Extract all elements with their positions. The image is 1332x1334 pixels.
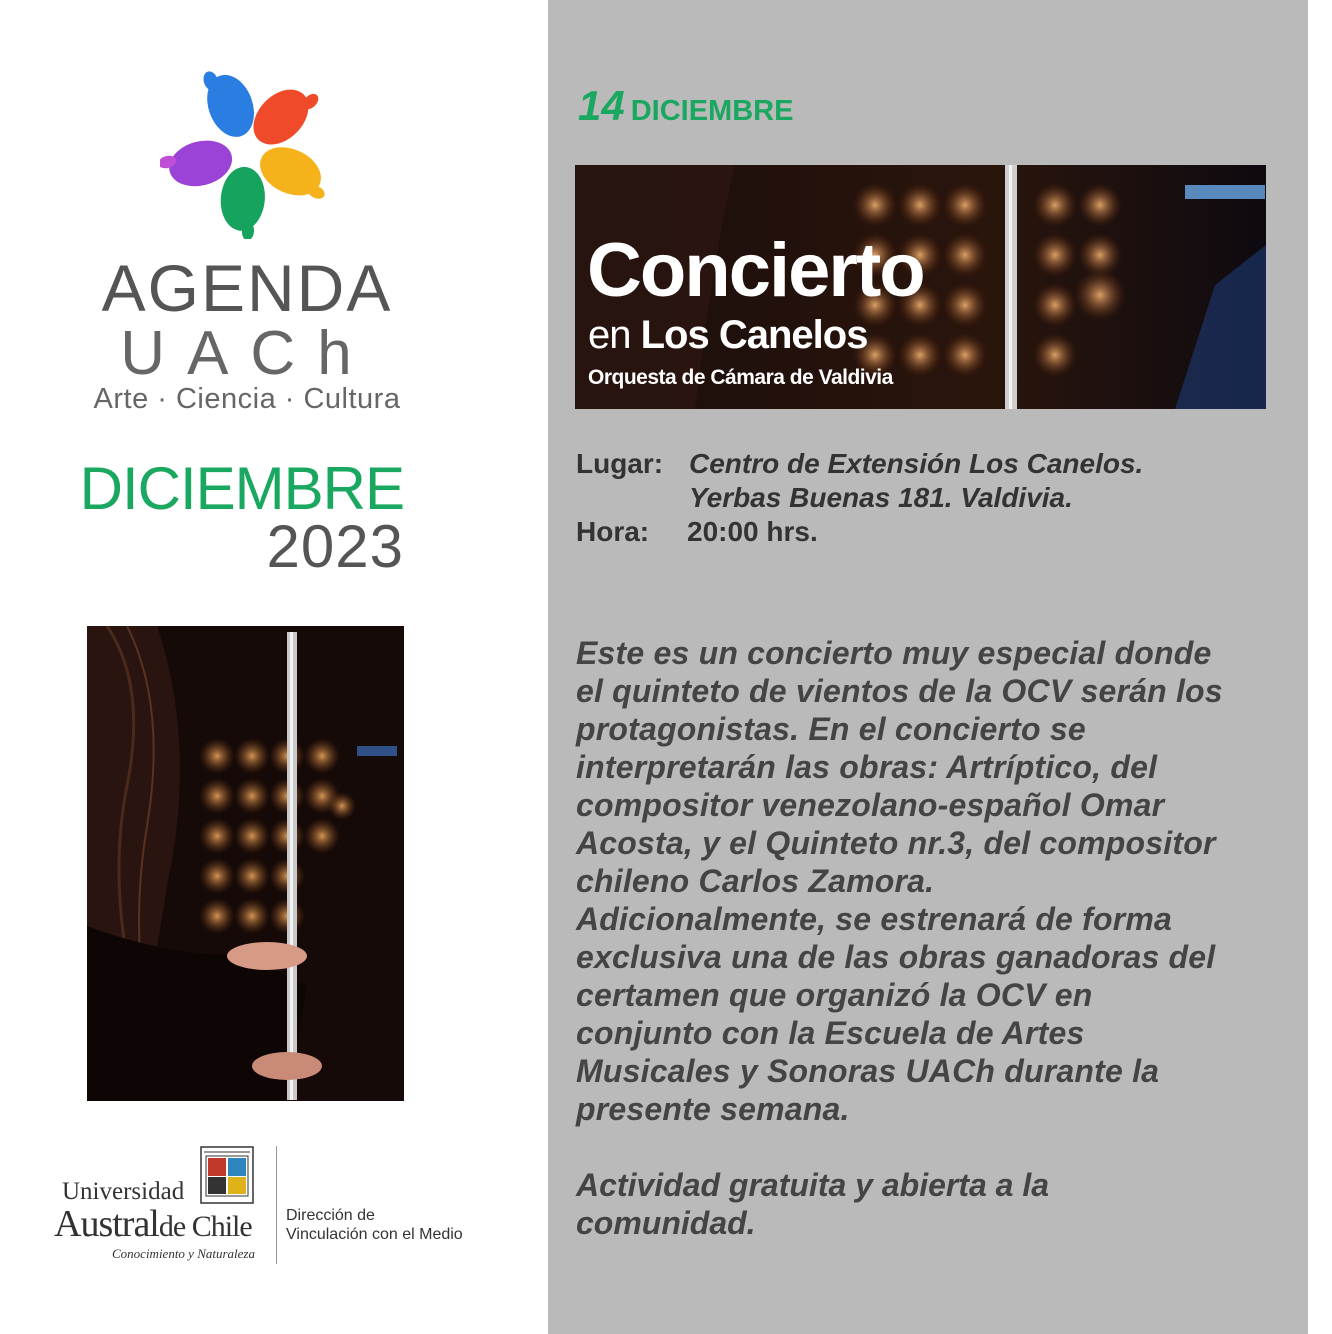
event-description: [576, 634, 1296, 1128]
description-line: Este es un concierto muy especial donde: [576, 635, 1212, 671]
banner-title: Concierto: [587, 228, 924, 313]
uni-name-line1: Universidad: [62, 1178, 185, 1205]
description-line: Adicionalmente, se estrenará de forma: [576, 901, 1173, 937]
time-label: Hora:: [576, 516, 650, 547]
department-name: [286, 1206, 463, 1244]
event-day: 14: [578, 82, 625, 129]
closing-line: comunidad.: [576, 1205, 756, 1241]
agenda-flower-logo: [160, 64, 335, 239]
description-line: el quinteto de vientos de la OCV serán los: [576, 673, 1223, 709]
place-line1: Centro de Extensión Los Canelos.: [689, 448, 1144, 479]
description-line: Acosta, y el Quinteto nr.3, del compositor: [576, 825, 1216, 861]
time-value: 20:00 hrs.: [687, 516, 818, 547]
agenda-title: AGENDA: [101, 251, 393, 325]
tagline: Arte · Ciencia · Cultura: [93, 383, 401, 415]
description-line: protagonistas. En el concierto se: [576, 711, 1086, 747]
event-month: DICIEMBRE: [630, 95, 794, 127]
university-logo: [50, 1140, 490, 1270]
description-line: conjunto con la Escuela de Artes: [576, 1015, 1085, 1051]
description-line: presente semana.: [576, 1091, 850, 1127]
logo-divider: [276, 1146, 277, 1264]
month-heading: DICIEMBRE: [79, 455, 404, 522]
description-line: exclusiva una de las obras ganadoras del: [576, 939, 1216, 975]
dept-line2: Vinculación con el Medio: [286, 1226, 463, 1243]
closing-line: Actividad gratuita y abierta a la: [576, 1167, 1050, 1203]
description-line: interpretarán las obras: Artríptico, del: [576, 749, 1158, 785]
dept-line1: Dirección de: [286, 1207, 375, 1224]
year-heading: 2023: [266, 513, 404, 580]
concert-banner: [575, 165, 1266, 409]
event-date: [578, 82, 793, 130]
uni-dechile: de Chile: [158, 1210, 252, 1243]
banner-subtitle: [588, 313, 867, 358]
right-edge: [1308, 0, 1332, 1334]
description-line: Musicales y Sonoras UACh durante la: [576, 1053, 1160, 1089]
banner-venue: Los Canelos: [640, 313, 868, 357]
uach-title: UACh: [120, 319, 374, 388]
university-crest-icon: [200, 1146, 254, 1204]
uni-name-line2: [54, 1202, 252, 1246]
event-closing-note: [576, 1166, 1296, 1242]
description-line: compositor venezolano-español Omar: [576, 787, 1165, 823]
description-line: certamen que organizó la OCV en: [576, 977, 1093, 1013]
place-label: Lugar:: [576, 448, 664, 479]
left-panel: [0, 0, 548, 1334]
banner-orchestra: Orquesta de Cámara de Valdivia: [588, 366, 893, 389]
description-line: chileno Carlos Zamora.: [576, 863, 935, 899]
place-line2: Yerbas Buenas 181. Valdivia.: [689, 482, 1073, 513]
uni-motto: Conocimiento y Naturaleza: [112, 1246, 255, 1261]
flutist-photo: [87, 626, 404, 1101]
uni-austral: Austral: [54, 1203, 159, 1245]
banner-prefix: en: [588, 313, 631, 357]
